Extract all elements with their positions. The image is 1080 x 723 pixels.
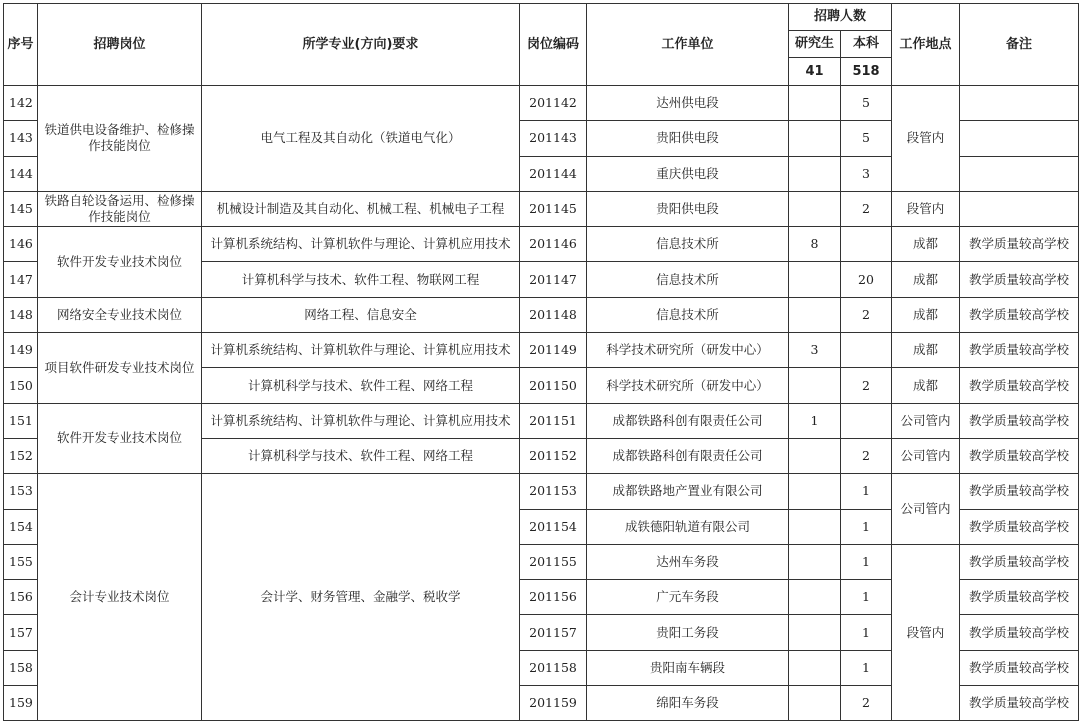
row-grad bbox=[789, 156, 841, 191]
row-grad bbox=[789, 615, 841, 650]
row-unit: 成都铁路科创有限责任公司 bbox=[587, 403, 789, 438]
row-note: 教学质量较高学校 bbox=[960, 686, 1079, 721]
header-bach-total: 518 bbox=[841, 58, 892, 86]
row-code: 201159 bbox=[520, 686, 587, 721]
row-post: 铁路自轮设备运用、检修操作技能岗位 bbox=[38, 191, 202, 226]
row-grad bbox=[789, 650, 841, 685]
header-loc: 工作地点 bbox=[892, 4, 960, 86]
row-unit: 成铁德阳轨道有限公司 bbox=[587, 509, 789, 544]
row-bach: 1 bbox=[841, 474, 892, 509]
row-note: 教学质量较高学校 bbox=[960, 615, 1079, 650]
table-row bbox=[4, 227, 1079, 262]
row-seq: 146 bbox=[4, 227, 38, 262]
row-note: 教学质量较高学校 bbox=[960, 227, 1079, 262]
row-major: 会计学、财务管理、金融学、税收学 bbox=[202, 474, 520, 721]
row-seq: 148 bbox=[4, 297, 38, 332]
row-note: 教学质量较高学校 bbox=[960, 509, 1079, 544]
row-bach: 20 bbox=[841, 262, 892, 297]
row-code: 201153 bbox=[520, 474, 587, 509]
row-unit: 绵阳车务段 bbox=[587, 686, 789, 721]
row-grad bbox=[789, 262, 841, 297]
row-loc: 成都 bbox=[892, 333, 960, 368]
row-note: 教学质量较高学校 bbox=[960, 403, 1079, 438]
header-major: 所学专业(方向)要求 bbox=[202, 4, 520, 86]
header-bach: 本科 bbox=[841, 31, 892, 58]
row-loc: 成都 bbox=[892, 368, 960, 403]
row-unit: 重庆供电段 bbox=[587, 156, 789, 191]
row-code: 201157 bbox=[520, 615, 587, 650]
row-bach: 2 bbox=[841, 686, 892, 721]
recruitment-table bbox=[3, 3, 1079, 721]
row-bach: 1 bbox=[841, 509, 892, 544]
header-note: 备注 bbox=[960, 4, 1079, 86]
row-note: 教学质量较高学校 bbox=[960, 368, 1079, 403]
row-grad bbox=[789, 438, 841, 473]
row-major: 计算机科学与技术、软件工程、物联网工程 bbox=[202, 262, 520, 297]
header-code: 岗位编码 bbox=[520, 4, 587, 86]
row-grad bbox=[789, 297, 841, 332]
row-code: 201156 bbox=[520, 580, 587, 615]
row-unit: 信息技术所 bbox=[587, 227, 789, 262]
row-bach: 5 bbox=[841, 86, 892, 121]
row-note: 教学质量较高学校 bbox=[960, 333, 1079, 368]
row-major: 计算机科学与技术、软件工程、网络工程 bbox=[202, 368, 520, 403]
row-seq: 157 bbox=[4, 615, 38, 650]
header-grad-total: 41 bbox=[789, 58, 841, 86]
header-post: 招聘岗位 bbox=[38, 4, 202, 86]
row-code: 201143 bbox=[520, 121, 587, 156]
row-loc: 段管内 bbox=[892, 544, 960, 720]
row-unit: 广元车务段 bbox=[587, 580, 789, 615]
row-grad bbox=[789, 474, 841, 509]
row-grad bbox=[789, 580, 841, 615]
row-grad bbox=[789, 86, 841, 121]
row-unit: 成都铁路地产置业有限公司 bbox=[587, 474, 789, 509]
row-bach: 2 bbox=[841, 368, 892, 403]
row-note: 教学质量较高学校 bbox=[960, 650, 1079, 685]
row-loc: 段管内 bbox=[892, 86, 960, 192]
row-grad bbox=[789, 509, 841, 544]
row-seq: 153 bbox=[4, 474, 38, 509]
row-grad bbox=[789, 191, 841, 226]
header-grad: 研究生 bbox=[789, 31, 841, 58]
row-post: 软件开发专业技术岗位 bbox=[38, 227, 202, 298]
row-code: 201154 bbox=[520, 509, 587, 544]
row-seq: 142 bbox=[4, 86, 38, 121]
row-loc: 成都 bbox=[892, 227, 960, 262]
row-bach: 1 bbox=[841, 580, 892, 615]
row-grad bbox=[789, 368, 841, 403]
row-bach bbox=[841, 403, 892, 438]
row-note: 教学质量较高学校 bbox=[960, 438, 1079, 473]
row-unit: 达州车务段 bbox=[587, 544, 789, 579]
row-code: 201152 bbox=[520, 438, 587, 473]
row-note: 教学质量较高学校 bbox=[960, 262, 1079, 297]
row-post: 铁道供电设备维护、检修操作技能岗位 bbox=[38, 86, 202, 192]
table-row bbox=[4, 191, 1079, 226]
row-seq: 154 bbox=[4, 509, 38, 544]
row-code: 201158 bbox=[520, 650, 587, 685]
row-code: 201149 bbox=[520, 333, 587, 368]
row-unit: 科学技术研究所（研发中心） bbox=[587, 368, 789, 403]
row-note: 教学质量较高学校 bbox=[960, 544, 1079, 579]
row-post: 项目软件研发专业技术岗位 bbox=[38, 333, 202, 404]
table-row bbox=[4, 474, 1079, 509]
row-note bbox=[960, 191, 1079, 226]
row-note bbox=[960, 156, 1079, 191]
row-unit: 信息技术所 bbox=[587, 262, 789, 297]
row-seq: 147 bbox=[4, 262, 38, 297]
row-code: 201146 bbox=[520, 227, 587, 262]
row-grad: 3 bbox=[789, 333, 841, 368]
row-code: 201147 bbox=[520, 262, 587, 297]
row-bach: 5 bbox=[841, 121, 892, 156]
row-unit: 贵阳供电段 bbox=[587, 191, 789, 226]
row-note: 教学质量较高学校 bbox=[960, 297, 1079, 332]
row-post: 会计专业技术岗位 bbox=[38, 474, 202, 721]
table-row bbox=[4, 297, 1079, 332]
row-seq: 151 bbox=[4, 403, 38, 438]
row-loc: 公司管内 bbox=[892, 403, 960, 438]
row-major: 机械设计制造及其自动化、机械工程、机械电子工程 bbox=[202, 191, 520, 226]
table-row bbox=[4, 403, 1079, 438]
row-seq: 149 bbox=[4, 333, 38, 368]
row-bach: 3 bbox=[841, 156, 892, 191]
row-major: 电气工程及其自动化（铁道电气化） bbox=[202, 86, 520, 192]
row-seq: 143 bbox=[4, 121, 38, 156]
row-unit: 科学技术研究所（研发中心） bbox=[587, 333, 789, 368]
row-seq: 156 bbox=[4, 580, 38, 615]
row-grad: 8 bbox=[789, 227, 841, 262]
row-unit: 成都铁路科创有限责任公司 bbox=[587, 438, 789, 473]
row-seq: 144 bbox=[4, 156, 38, 191]
row-note bbox=[960, 86, 1079, 121]
row-seq: 155 bbox=[4, 544, 38, 579]
row-note bbox=[960, 121, 1079, 156]
row-unit: 信息技术所 bbox=[587, 297, 789, 332]
row-code: 201151 bbox=[520, 403, 587, 438]
row-bach: 1 bbox=[841, 544, 892, 579]
row-unit: 贵阳工务段 bbox=[587, 615, 789, 650]
row-loc: 段管内 bbox=[892, 191, 960, 226]
row-grad bbox=[789, 121, 841, 156]
header-count: 招聘人数 bbox=[789, 4, 892, 31]
row-grad bbox=[789, 544, 841, 579]
header-unit: 工作单位 bbox=[587, 4, 789, 86]
row-bach: 2 bbox=[841, 438, 892, 473]
row-code: 201145 bbox=[520, 191, 587, 226]
table-row bbox=[4, 333, 1079, 368]
row-bach: 1 bbox=[841, 615, 892, 650]
row-unit: 贵阳供电段 bbox=[587, 121, 789, 156]
row-loc: 成都 bbox=[892, 262, 960, 297]
row-loc: 成都 bbox=[892, 297, 960, 332]
row-major: 计算机科学与技术、软件工程、网络工程 bbox=[202, 438, 520, 473]
row-code: 201155 bbox=[520, 544, 587, 579]
row-bach: 1 bbox=[841, 650, 892, 685]
row-post: 软件开发专业技术岗位 bbox=[38, 403, 202, 474]
row-grad: 1 bbox=[789, 403, 841, 438]
row-major: 计算机系统结构、计算机软件与理论、计算机应用技术 bbox=[202, 333, 520, 368]
row-code: 201148 bbox=[520, 297, 587, 332]
row-major: 计算机系统结构、计算机软件与理论、计算机应用技术 bbox=[202, 403, 520, 438]
row-loc: 公司管内 bbox=[892, 474, 960, 545]
row-major: 计算机系统结构、计算机软件与理论、计算机应用技术 bbox=[202, 227, 520, 262]
row-bach: 2 bbox=[841, 297, 892, 332]
row-unit: 贵阳南车辆段 bbox=[587, 650, 789, 685]
row-bach: 2 bbox=[841, 191, 892, 226]
row-code: 201142 bbox=[520, 86, 587, 121]
row-grad bbox=[789, 686, 841, 721]
row-seq: 158 bbox=[4, 650, 38, 685]
row-seq: 159 bbox=[4, 686, 38, 721]
row-post: 网络安全专业技术岗位 bbox=[38, 297, 202, 332]
row-seq: 145 bbox=[4, 191, 38, 226]
row-unit: 达州供电段 bbox=[587, 86, 789, 121]
table-row bbox=[4, 86, 1079, 121]
row-seq: 150 bbox=[4, 368, 38, 403]
header-seq: 序号 bbox=[4, 4, 38, 86]
row-bach bbox=[841, 227, 892, 262]
row-major: 网络工程、信息安全 bbox=[202, 297, 520, 332]
row-note: 教学质量较高学校 bbox=[960, 580, 1079, 615]
row-loc: 公司管内 bbox=[892, 438, 960, 473]
row-code: 201150 bbox=[520, 368, 587, 403]
row-note: 教学质量较高学校 bbox=[960, 474, 1079, 509]
row-seq: 152 bbox=[4, 438, 38, 473]
row-bach bbox=[841, 333, 892, 368]
row-code: 201144 bbox=[520, 156, 587, 191]
